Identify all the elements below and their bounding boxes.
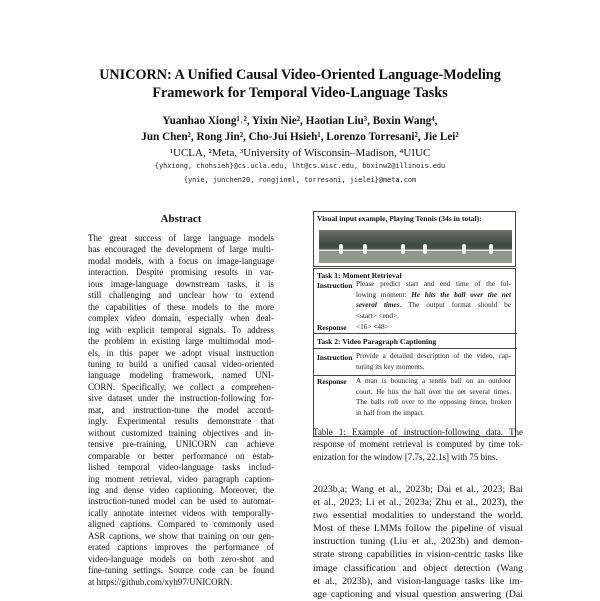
task2-heading: Task 2: Video Paragraph Captioning (317, 337, 437, 346)
text-span: . The output format should be (399, 301, 511, 310)
text-line: et al., 2023b), and vision-language tasks like im- (313, 575, 523, 587)
affiliations: ¹UCLA, ²Meta, ³University of Wisconsin–Madison, ⁴UIUC (169, 147, 431, 159)
text-line: Provide a detailed description of the video, cap- (356, 352, 511, 360)
text-line: complex video domain, especially when deal- (88, 313, 274, 324)
text-line: instruction tuning (Liu et al., 2023b) and demon- (313, 536, 523, 548)
visual-input-heading: Visual input example, Playing Tennis (34s in total): (317, 214, 482, 223)
text-line: instruction-tuned model can be used to automat- (88, 496, 274, 507)
text-line: ASR captions, we show that training on our gen- (88, 530, 274, 541)
text-line: fine-tuning settings. Source code can be found (88, 565, 274, 576)
text-line: mat, and instruction-tune the model accord- (88, 404, 274, 415)
emphasis-text: several times (356, 301, 400, 310)
text-line: Please predict start and end time of the fol- (356, 280, 511, 288)
text-line: age captioning and visual question answering (Dai (313, 588, 523, 600)
author-line: Jun Chen², Rong Jin², Cho-Jui Hsieh¹, Lorenzo Torresani², Jie Lei² (141, 131, 459, 143)
video-frame (351, 230, 384, 263)
text-line (356, 290, 511, 301)
task1-response-label: Response (317, 323, 347, 332)
title-line: UNICORN: A Unified Causal Video-Oriented Language-Modeling (99, 67, 501, 83)
paper-title (40, 66, 560, 102)
text-line: comparable or better performance on estab- (88, 450, 274, 461)
task2-instruction-label: Instruction (317, 353, 353, 362)
text-line: erated captions improves the performance of (88, 542, 274, 553)
video-frame (479, 230, 512, 263)
text-line: tensive pre-training, UNICORN can achieve (88, 439, 274, 450)
video-frame (319, 230, 352, 263)
text-line: The balls roll over to the opposing fence, broken (356, 398, 511, 407)
text-line (356, 300, 511, 311)
text-line: <start> <end>. (356, 311, 399, 320)
emphasis-text: He hits the ball over the net (411, 290, 511, 299)
text-line: two essential modalities to understand the world. (313, 510, 523, 522)
abstract-heading: Abstract (160, 213, 202, 225)
caption-line: Table 1: Example of instruction-following data. The (313, 427, 523, 437)
text-span: lowing moment: (356, 290, 412, 299)
caption-line: response of moment retrieval is computed by time tok- (313, 439, 523, 450)
text-line: A man is bouncing a tennis ball on an outdoor (356, 377, 511, 385)
body-text-right (313, 483, 523, 601)
text-line: ing moment retrieval, video paragraph caption- (88, 473, 274, 484)
visual-input-box (313, 211, 516, 267)
abstract-body (88, 233, 274, 588)
text-line: Most of these LMMs follow the pipeline of visual (313, 523, 523, 535)
text-line: tuning to build a unified causal video-oriented (88, 358, 274, 369)
tasks-box (313, 268, 516, 376)
text-line: interaction. Despite promising results in var- (88, 267, 274, 278)
author-line: Yuanhao Xiong¹˒², Yixin Nie², Haotian Liu³, Boxin Wang⁴, (162, 115, 438, 127)
text-line: court. He hits the ball over the net several times. (356, 387, 511, 396)
text-line: ing and dense video captioning. Moreover, the (88, 484, 274, 495)
video-frame (383, 230, 416, 263)
text-line: ingly. Experimental results demonstrate that (88, 416, 274, 427)
text-line: strate strong capabilities in vision-centric tasks like (313, 549, 523, 561)
task1-response-text: <16> <48> (356, 323, 389, 331)
text-line: the capabilities of these models to the more (88, 301, 274, 312)
text-line: ious image-language downstream tasks, it is (88, 278, 274, 289)
email-line: {yhxiong, chohsieh}@cs.ucla.edu, lht@cs.wisc.edu, boxinw2@illinois.edu (154, 162, 446, 170)
table-divider (314, 333, 517, 334)
task2-instruction-text (356, 351, 511, 372)
text-line: ing with explicit temporal signals. To address (88, 324, 274, 335)
task1-instruction-text (356, 279, 511, 321)
task1-heading: Task 1: Moment Retrieval (317, 271, 402, 280)
text-line: et al., 2023; Li et al., 2023a; Zhu et al., 2023), the (313, 497, 523, 509)
text-line: turing its key moments. (356, 362, 425, 371)
text-line: 2023b,a; Wang et al., 2023b; Dai et al., 2023; Bai (313, 484, 523, 495)
text-line: ically annotate internet videos with temporally- (88, 507, 274, 518)
text-line: without customized training objectives and in- (88, 427, 274, 438)
text-line: The great success of large language models (88, 233, 274, 243)
text-line: at https://github.com/xyh97/UNICORN. (88, 576, 233, 587)
task2-response-label: Response (317, 377, 347, 386)
text-line: has encouraged the development of large multi- (88, 244, 274, 255)
email-line: {ynie, junchen20, rongjinml, torresani, jielei}@meta.com (183, 176, 417, 184)
text-line: still challenging and unclear how to extend (88, 290, 274, 301)
text-line: lished temporal video-language tasks includ- (88, 462, 274, 473)
video-frame (415, 230, 448, 263)
task2-response-text (356, 376, 511, 418)
text-line: modal models, with a focus on image-language (88, 255, 274, 266)
text-line: video-language models on both zero-shot and (88, 553, 274, 564)
caption-line: enization for the window [7.7s, 22.1s] with 75 bins. (313, 451, 498, 462)
table-divider (314, 348, 517, 349)
text-line: language modeling framework, named UNI- (88, 370, 274, 381)
text-line: image classification and object detection (Wang (313, 562, 523, 574)
text-line: the problem in existing large multimodal mod- (88, 336, 274, 347)
author-emails (40, 159, 560, 187)
text-line: CORN. Specifically, we collect a comprehen- (88, 381, 274, 392)
text-line: aligned captions. Compared to commonly used (88, 519, 274, 530)
text-line: in half from the impact. (356, 408, 425, 417)
table-caption (313, 426, 523, 463)
text-line: sive dataset under the instruction-following for- (88, 393, 274, 404)
text-line: els, in this paper we adopt visual instruction (88, 347, 274, 358)
author-list (40, 113, 560, 145)
title-line: Framework for Temporal Video-Language Tasks (152, 85, 448, 101)
video-frame (447, 230, 480, 263)
task1-instruction-label: Instruction (317, 281, 353, 290)
video-frames-strip (319, 230, 512, 263)
